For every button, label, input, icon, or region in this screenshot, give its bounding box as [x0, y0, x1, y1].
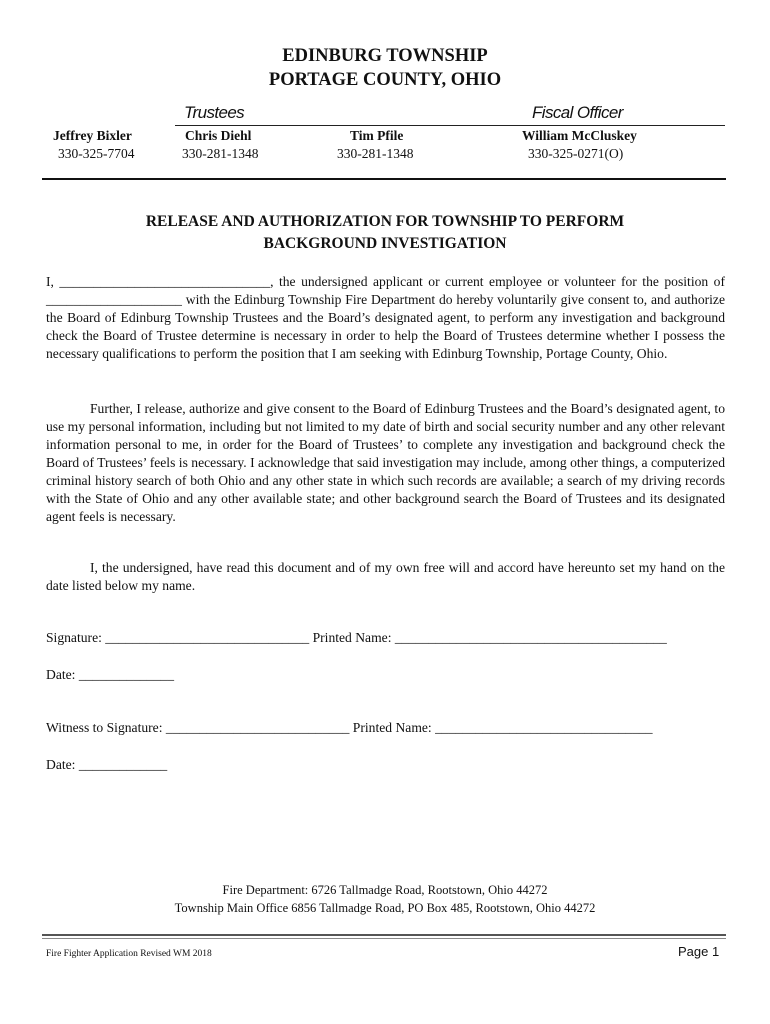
main-office-address: Township Main Office 6856 Tallmadge Road, PO Box 485, Rootstown, Ohio 44272 — [174, 901, 596, 915]
header-bottom-rule — [42, 178, 726, 180]
witness-date-line[interactable]: Date: _____________ — [46, 757, 168, 772]
release-paragraph: Further, I release, authorize and give consent to the Board of Edinburg Trustees and the Board’s designated agent, to use my personal information, including but not limited to my date of birth and social security number and any other relevant information personal to me, in order for the Board of Trustees’ to complete any investigation and background check the Board of Trustees’ feels is necessary. I acknowledge that said investigation may include, among other things, a computerized criminal history search of both Ohio and any other state in which such records are available; a search of my driving records with the State of Ohio and any other available state; and other background search the Board of Trustees and its designated agent feels is necessary. — [46, 401, 725, 524]
header-divider — [175, 125, 725, 126]
fiscal-officer-phone: 330-325-0271(O) — [528, 146, 624, 161]
document-heading-line1: RELEASE AND AUTHORIZATION FOR TOWNSHIP TO PERFORM — [145, 213, 625, 230]
page-number: Page 1 — [678, 944, 720, 959]
county-title: PORTAGE COUNTY, OHIO — [268, 70, 502, 90]
consent-paragraph: I, _______________________________, the undersigned applicant or current employee or volunteer for the position of ____________________ with the Edinburg Township Fire Department do hereby voluntarily give consent to, and authorize the Board of Edinburg Township Trustees and the Board’s designated agent, to perform any investigation and background check the Board of Trustee determine is necessary in order to help the Board of Trustees determine whether I possess the necessary qualifications to perform the position that I am seeking with Edinburg Township, Portage County, Ohio. — [46, 274, 725, 361]
trustee-phone: 330-281-1348 — [182, 146, 259, 161]
trustee-phone: 330-325-7704 — [58, 146, 135, 161]
fiscal-officer-name: William McCluskey — [522, 128, 637, 143]
date-line[interactable]: Date: ______________ — [46, 667, 174, 682]
trustees-label: Trustees — [184, 103, 245, 122]
trustee-name: Chris Diehl — [185, 128, 252, 143]
footer-rule — [42, 934, 726, 936]
witness-signature-line[interactable]: Witness to Signature: ___________________________ Printed Name: ________________________________ — [46, 720, 653, 735]
trustee-phone: 330-281-1348 — [337, 146, 414, 161]
trustee-name: Tim Pfile — [350, 128, 404, 143]
signature-line[interactable]: Signature: ______________________________ Printed Name: ________________________________________ — [46, 630, 667, 645]
footer-rule-thin — [42, 938, 726, 939]
township-title: EDINBURG TOWNSHIP — [282, 46, 488, 66]
fiscal-officer-label: Fiscal Officer — [532, 103, 623, 122]
fire-department-address: Fire Department: 6726 Tallmadge Road, Rootstown, Ohio 44272 — [222, 883, 548, 897]
revision-note: Fire Fighter Application Revised WM 2018 — [46, 949, 212, 959]
document-heading-line2: BACKGROUND INVESTIGATION — [263, 235, 507, 252]
trustee-name: Jeffrey Bixler — [53, 128, 132, 143]
acknowledgement-paragraph: I, the undersigned, have read this document and of my own free will and accord have hereunto set my hand on the date listed below my name. — [46, 560, 725, 593]
